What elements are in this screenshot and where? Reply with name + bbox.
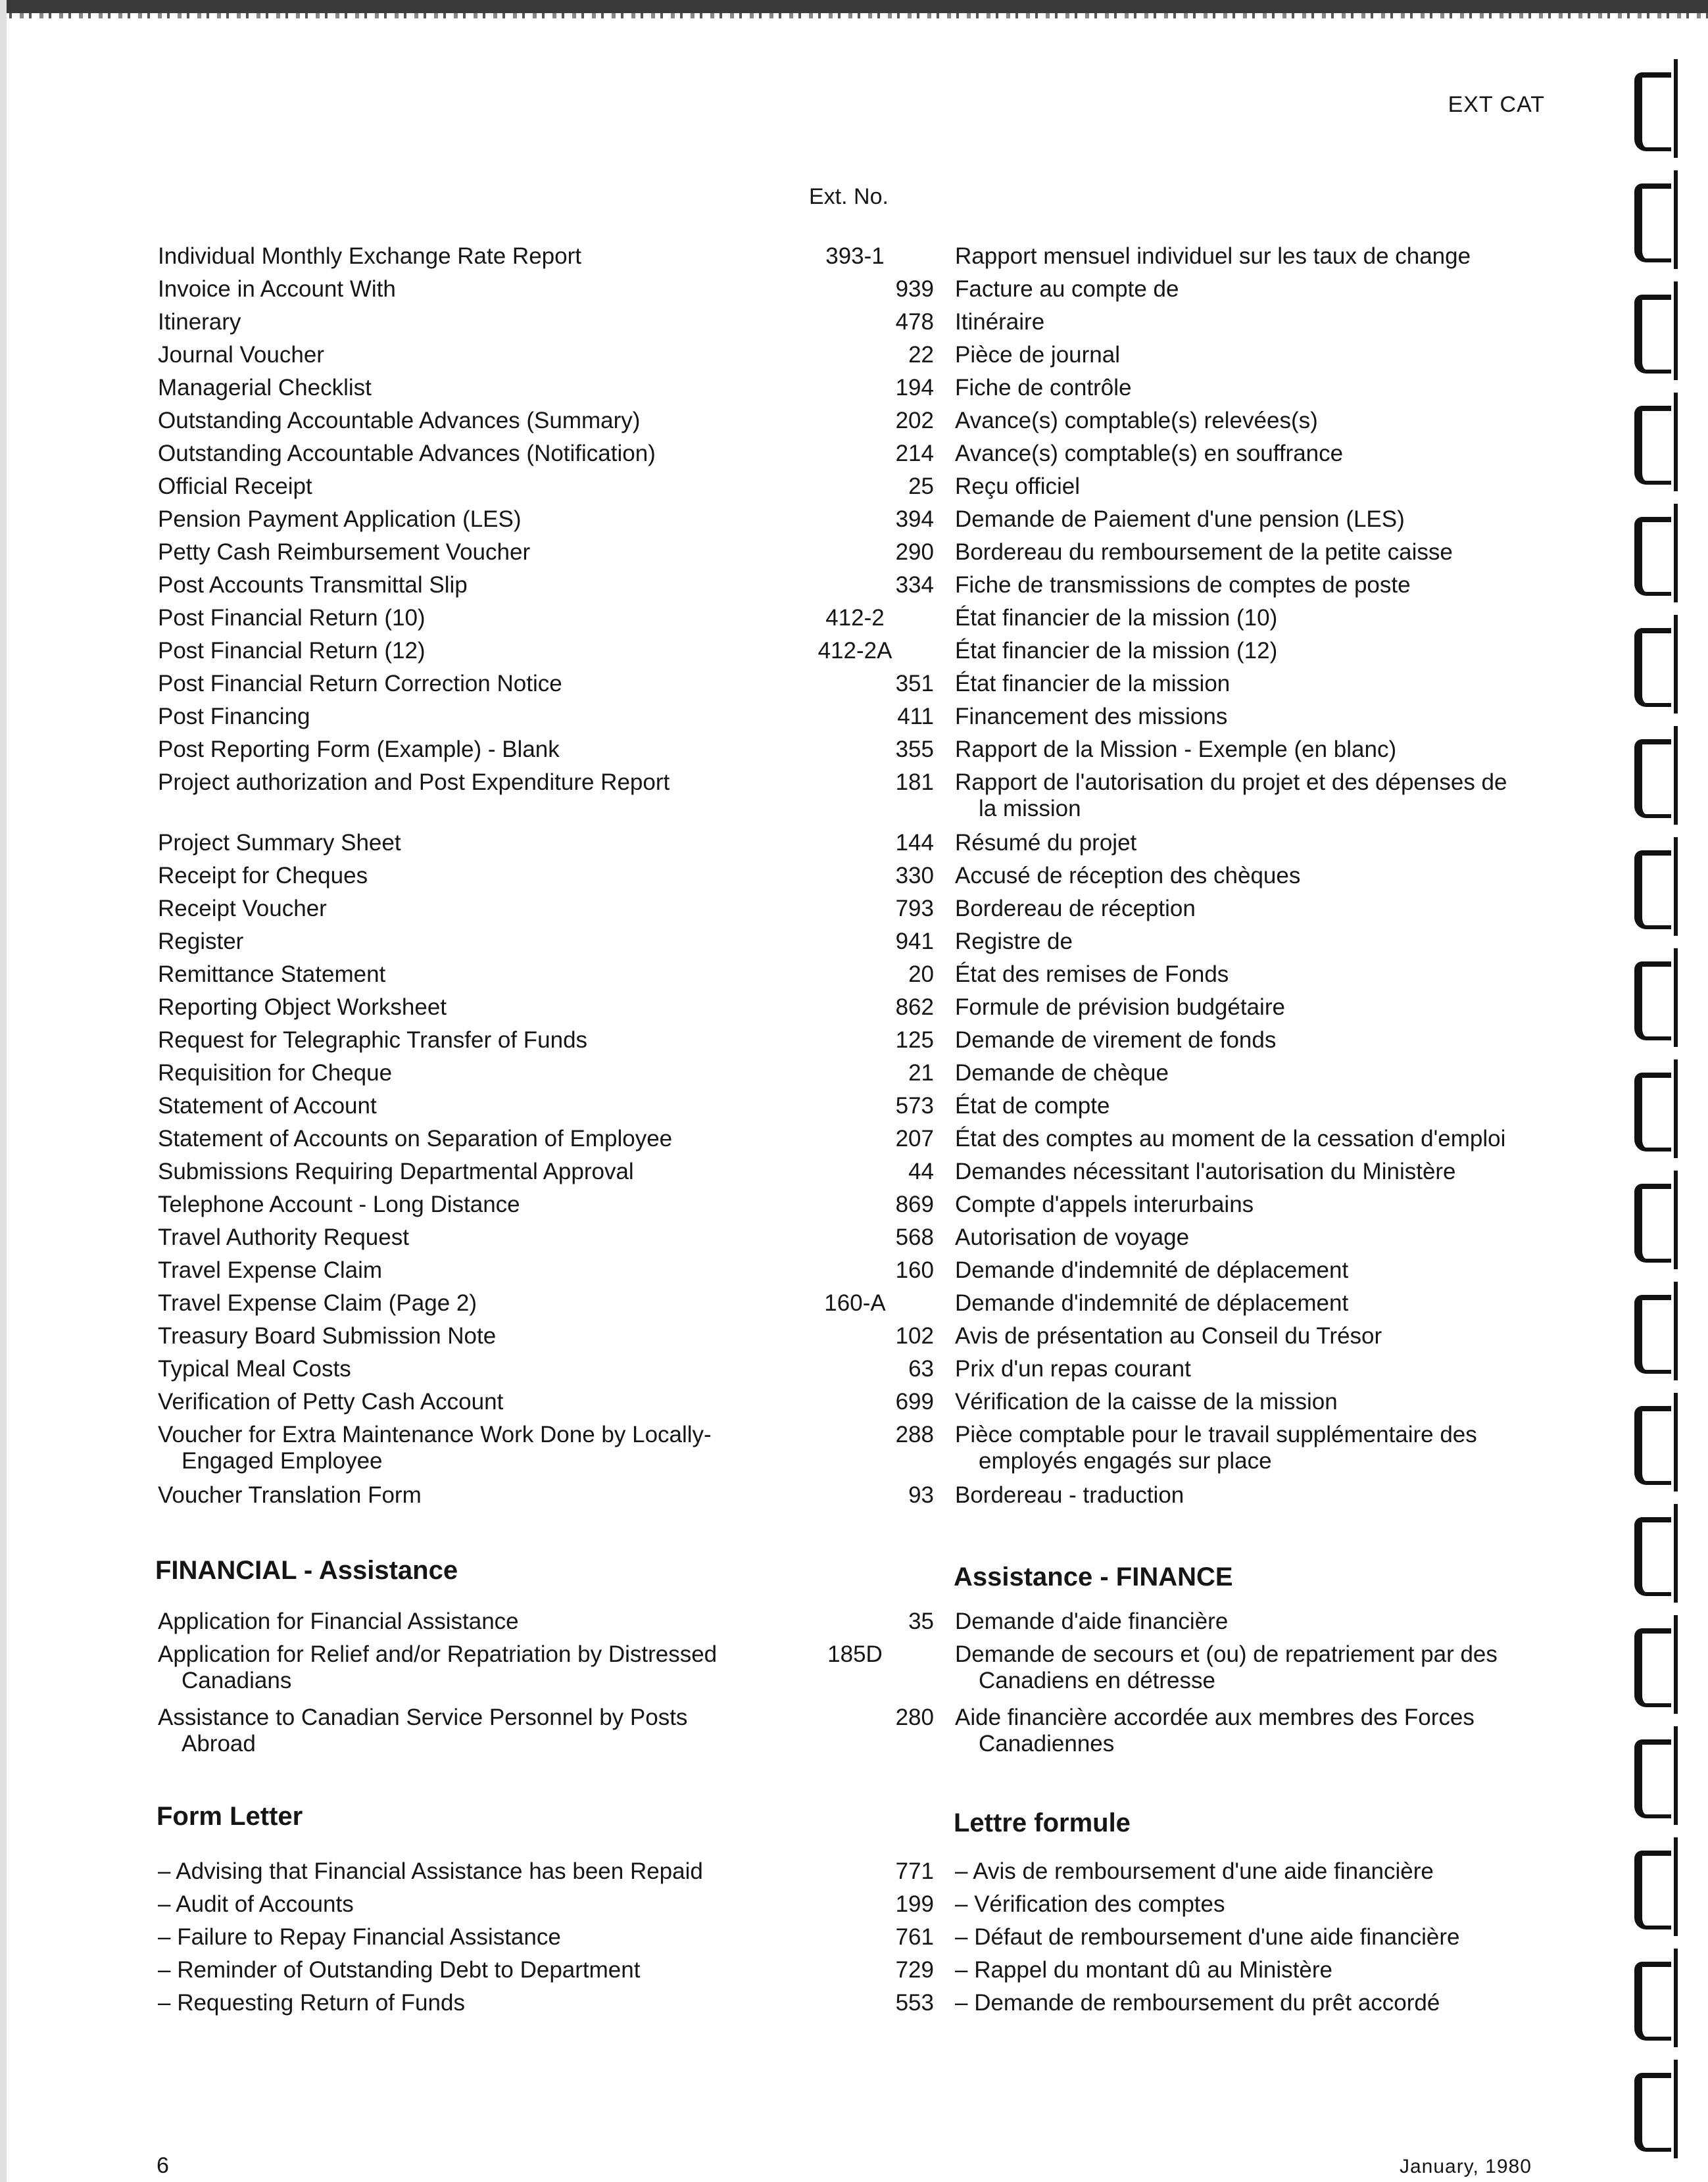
form-name-fr-text: Avance(s) comptable(s) relevées(s)	[955, 408, 1318, 433]
form-name-fr	[955, 243, 1547, 270]
form-name-en-text: – Reminder of Outstanding Debt to Department	[158, 1957, 641, 1983]
form-name-fr	[955, 769, 1547, 822]
ext-number: 20	[908, 961, 934, 987]
binding-ring	[1634, 406, 1674, 478]
form-name-fr-text: État financier de la mission	[955, 671, 1231, 696]
form-name-en-text: Reporting Object Worksheet	[158, 994, 447, 1020]
section-title-fr: Assistance - FINANCE	[954, 1563, 1233, 1591]
form-name-fr-text: Avis de présentation au Conseil du Trésor	[955, 1323, 1382, 1349]
form-name-en-text: Application for Relief and/or Repatriation by Distressed	[158, 1641, 718, 1667]
ext-number: 63	[908, 1356, 934, 1382]
form-name-en	[158, 1060, 750, 1086]
form-name-en-text: Statement of Accounts on Separation of Employee	[158, 1126, 673, 1152]
form-name-en-text: Outstanding Accountable Advances (Notification)	[158, 441, 656, 466]
form-name-fr-text: Rapport de la Mission - Exemple (en blanc)	[955, 737, 1397, 762]
ext-number: 44	[908, 1159, 934, 1184]
spiral-binding	[1628, 26, 1708, 2177]
ext-number: 185D	[827, 1641, 883, 1667]
form-name-fr-text: Prix d'un repas courant	[955, 1356, 1191, 1382]
form-name-fr-text: Aide financière accordée aux membres des Forces	[955, 1705, 1475, 1730]
form-name-fr	[955, 638, 1547, 664]
binding-ring	[1634, 295, 1674, 367]
form-name-fr	[955, 342, 1547, 368]
form-name-fr	[955, 863, 1547, 889]
form-name-fr-text: État des comptes au moment de la cessation d'emploi	[955, 1126, 1506, 1152]
form-letter-title-en: Form Letter	[157, 1802, 303, 1831]
scan-top-edge	[0, 0, 1708, 13]
ext-number: 771	[895, 1858, 934, 1884]
binding-ring	[1634, 1295, 1674, 1367]
form-name-en	[158, 1159, 750, 1185]
ext-number: 412-2A	[817, 638, 892, 664]
ext-number: 214	[895, 441, 934, 466]
ext-number: 160-A	[824, 1290, 886, 1316]
ext-number: 761	[895, 1924, 934, 1950]
form-name-en	[158, 1705, 750, 1757]
form-name-fr	[955, 671, 1547, 697]
form-name-en-text: – Requesting Return of Funds	[158, 1990, 465, 2016]
form-name-fr	[955, 961, 1547, 988]
form-name-en	[158, 704, 750, 730]
form-name-fr	[955, 375, 1547, 401]
form-name-fr	[955, 1290, 1547, 1317]
form-name-en-text: Receipt for Cheques	[158, 863, 368, 888]
ext-number: 412-2	[825, 605, 885, 631]
form-name-fr-text: Avance(s) comptable(s) en souffrance	[955, 441, 1344, 466]
form-name-en-text: Post Financial Return (12)	[158, 638, 426, 664]
form-letter-title-fr: Lettre formule	[954, 1808, 1131, 1837]
form-name-fr	[955, 572, 1547, 598]
form-name-en-text: Post Reporting Form (Example) - Blank	[158, 737, 560, 762]
form-name-en	[158, 1224, 750, 1251]
form-name-en	[158, 1257, 750, 1284]
form-name-fr	[955, 539, 1547, 566]
form-name-en	[158, 342, 750, 368]
form-name-en-text: Remittance Statement	[158, 961, 386, 987]
form-name-fr	[955, 1609, 1547, 1635]
ext-number: 207	[895, 1126, 934, 1152]
form-name-fr	[955, 1192, 1547, 1218]
form-name-en	[158, 408, 750, 434]
form-name-en-text: Travel Expense Claim (Page 2)	[158, 1290, 477, 1316]
scan-top-edge-noise	[0, 13, 1708, 18]
form-name-fr	[955, 605, 1547, 631]
form-name-fr-text: Demande de chèque	[955, 1060, 1169, 1086]
form-name-fr	[955, 1060, 1547, 1086]
form-name-en-text: Telephone Account - Long Distance	[158, 1192, 520, 1217]
ext-number: 93	[908, 1482, 934, 1508]
form-name-en	[158, 1422, 750, 1474]
form-name-en	[158, 830, 750, 856]
form-name-fr-continuation: employés engagés sur place	[979, 1448, 1272, 1474]
ext-number: 939	[895, 276, 934, 302]
form-name-fr-text: Rapport de l'autorisation du projet et des dépenses de	[955, 769, 1507, 795]
form-name-en	[158, 994, 750, 1021]
ext-number: 290	[895, 539, 934, 565]
form-name-fr	[955, 830, 1547, 856]
form-name-fr-text: État de compte	[955, 1093, 1110, 1119]
form-name-en	[158, 473, 750, 500]
form-name-en	[158, 375, 750, 401]
form-name-en-continuation: Engaged Employee	[182, 1448, 383, 1474]
form-name-fr	[955, 1356, 1547, 1382]
form-name-fr	[955, 1858, 1547, 1885]
binding-ring	[1634, 1406, 1674, 1478]
form-name-en	[158, 1027, 750, 1054]
form-name-fr-text: – Défaut de remboursement d'une aide financière	[955, 1924, 1460, 1950]
form-name-en-text: Official Receipt	[158, 473, 312, 499]
form-name-en	[158, 671, 750, 697]
form-name-en	[158, 309, 750, 335]
form-name-en-text: Verification of Petty Cash Account	[158, 1389, 504, 1415]
binding-ring	[1634, 1628, 1674, 1701]
form-name-en-text: Travel Authority Request	[158, 1224, 409, 1250]
form-name-fr	[955, 704, 1547, 730]
form-name-en-text: Typical Meal Costs	[158, 1356, 351, 1382]
form-name-en	[158, 243, 750, 270]
form-name-en-text: Request for Telegraphic Transfer of Funds	[158, 1027, 588, 1053]
ext-number: 411	[897, 704, 934, 729]
binding-ring	[1634, 2073, 1674, 2145]
form-name-fr	[955, 1641, 1547, 1694]
binding-ring	[1634, 1073, 1674, 1145]
binding-ring	[1634, 1517, 1674, 1589]
form-name-en	[158, 769, 750, 796]
scan-left-edge	[0, 0, 7, 2182]
binding-ring	[1634, 183, 1674, 256]
form-name-fr-text: Bordereau - traduction	[955, 1482, 1184, 1508]
form-name-fr-text: Autorisation de voyage	[955, 1224, 1190, 1250]
form-name-fr-text: Vérification de la caisse de la mission	[955, 1389, 1338, 1415]
form-name-fr-text: Accusé de réception des chèques	[955, 863, 1301, 888]
form-name-fr-text: Fiche de contrôle	[955, 375, 1132, 400]
form-name-fr	[955, 1957, 1547, 1983]
form-name-fr-text: Résumé du projet	[955, 830, 1137, 856]
ext-number: 102	[895, 1323, 934, 1349]
form-name-en	[158, 1891, 750, 1918]
ext-number: 351	[895, 671, 934, 696]
form-name-en	[158, 863, 750, 889]
form-name-fr	[955, 1224, 1547, 1251]
form-name-en	[158, 1290, 750, 1317]
form-name-fr-text: État financier de la mission (10)	[955, 605, 1278, 631]
binding-ring	[1634, 1739, 1674, 1812]
binding-ring	[1634, 961, 1674, 1034]
form-name-en-text: Individual Monthly Exchange Rate Report	[158, 243, 581, 269]
ext-number: 280	[895, 1705, 934, 1730]
form-name-en-text: – Audit of Accounts	[158, 1891, 354, 1917]
form-name-en	[158, 737, 750, 763]
ext-number: 393-1	[825, 243, 885, 269]
form-name-fr	[955, 1093, 1547, 1119]
binding-ring	[1634, 628, 1674, 700]
ext-number: 729	[895, 1957, 934, 1983]
form-name-en-text: Travel Expense Claim	[158, 1257, 383, 1283]
form-name-en-text: Project Summary Sheet	[158, 830, 401, 856]
form-name-fr	[955, 1924, 1547, 1951]
form-name-fr-text: Rapport mensuel individuel sur les taux de change	[955, 243, 1471, 269]
ext-number: 288	[895, 1422, 934, 1447]
form-name-en	[158, 276, 750, 303]
ext-number: 199	[895, 1891, 934, 1917]
form-name-en-text: Post Financing	[158, 704, 310, 729]
form-name-fr-text: Financement des missions	[955, 704, 1228, 729]
ext-no-column-header: Ext. No.	[809, 184, 889, 209]
form-name-fr-continuation: Canadiens en détresse	[979, 1668, 1215, 1693]
form-name-fr	[955, 737, 1547, 763]
form-name-en-continuation: Canadians	[182, 1668, 292, 1693]
ext-number: 941	[895, 929, 934, 954]
form-name-fr-continuation: la mission	[979, 796, 1081, 821]
publication-date: January, 1980	[1400, 2156, 1532, 2177]
form-name-en	[158, 1389, 750, 1415]
form-name-fr-text: Pièce comptable pour le travail supplémentaire des	[955, 1422, 1477, 1447]
ext-number: 22	[908, 342, 934, 368]
form-name-fr-text: Demande d'aide financière	[955, 1609, 1229, 1634]
form-name-en	[158, 929, 750, 955]
form-name-fr-continuation: Canadiennes	[979, 1731, 1115, 1757]
form-name-en	[158, 1126, 750, 1152]
form-name-en-text: Post Financial Return (10)	[158, 605, 426, 631]
ext-number: 394	[895, 506, 934, 532]
form-name-en-text: Project authorization and Post Expenditure Report	[158, 769, 670, 795]
form-name-fr-text: Formule de prévision budgétaire	[955, 994, 1285, 1020]
form-name-fr	[955, 1323, 1547, 1349]
form-name-en	[158, 1192, 750, 1218]
ext-number: 144	[895, 830, 934, 856]
ext-number: 862	[895, 994, 934, 1020]
form-name-en	[158, 1356, 750, 1382]
form-name-fr-text: État financier de la mission (12)	[955, 638, 1278, 664]
form-name-en	[158, 1093, 750, 1119]
form-name-fr	[955, 1389, 1547, 1415]
binding-ring	[1634, 72, 1674, 145]
form-name-fr	[955, 1027, 1547, 1054]
ext-number: 568	[895, 1224, 934, 1250]
form-name-fr-text: Demande de virement de fonds	[955, 1027, 1277, 1053]
binding-ring	[1634, 850, 1674, 923]
ext-number: 125	[895, 1027, 934, 1053]
ext-number: 181	[895, 769, 934, 795]
form-name-en-text: Voucher for Extra Maintenance Work Done by Locally-	[158, 1422, 712, 1447]
form-name-fr-text: Pièce de journal	[955, 342, 1120, 368]
ext-number: 355	[895, 737, 934, 762]
form-name-en	[158, 1990, 750, 2016]
form-name-fr-text: Bordereau de réception	[955, 896, 1196, 921]
form-name-fr-text: – Avis de remboursement d'une aide financière	[955, 1858, 1434, 1884]
form-name-fr	[955, 1990, 1547, 2016]
form-name-en-text: Journal Voucher	[158, 342, 324, 368]
form-name-fr	[955, 994, 1547, 1021]
ext-number: 573	[895, 1093, 934, 1119]
form-name-fr-text: Demande d'indemnité de déplacement	[955, 1257, 1349, 1283]
form-name-fr-text: – Demande de remboursement du prêt accordé	[955, 1990, 1440, 2016]
form-name-en-text: Pension Payment Application (LES)	[158, 506, 522, 532]
form-name-fr	[955, 896, 1547, 922]
form-name-en	[158, 1858, 750, 1885]
form-name-fr	[955, 1891, 1547, 1918]
form-name-en	[158, 961, 750, 988]
form-name-en-text: Treasury Board Submission Note	[158, 1323, 497, 1349]
form-name-en	[158, 1641, 750, 1694]
form-name-fr-text: – Vérification des comptes	[955, 1891, 1225, 1917]
binding-ring	[1634, 1962, 1674, 2034]
form-name-fr	[955, 1705, 1547, 1757]
form-name-fr-text: Demandes nécessitant l'autorisation du Ministère	[955, 1159, 1456, 1184]
ext-number: 553	[895, 1990, 934, 2016]
form-name-fr	[955, 473, 1547, 500]
form-name-en	[158, 441, 750, 467]
form-name-en-text: Voucher Translation Form	[158, 1482, 422, 1508]
form-name-fr	[955, 276, 1547, 303]
form-name-en-text: Managerial Checklist	[158, 375, 372, 400]
form-name-fr	[955, 441, 1547, 467]
binding-ring	[1634, 1184, 1674, 1256]
form-name-en-text: Outstanding Accountable Advances (Summary)	[158, 408, 641, 433]
form-name-en	[158, 1924, 750, 1951]
form-name-fr-text: Itinéraire	[955, 309, 1045, 335]
form-name-fr-text: État des remises de Fonds	[955, 961, 1229, 987]
ext-number: 478	[895, 309, 934, 335]
form-name-en-text: Receipt Voucher	[158, 896, 327, 921]
form-name-en	[158, 638, 750, 664]
form-name-en-text: Requisition for Cheque	[158, 1060, 393, 1086]
form-name-fr-text: Bordereau du remboursement de la petite caisse	[955, 539, 1453, 565]
ext-number: 330	[895, 863, 934, 888]
form-name-en-text: – Failure to Repay Financial Assistance	[158, 1924, 561, 1950]
form-name-fr	[955, 309, 1547, 335]
ext-number: 21	[908, 1060, 934, 1086]
form-name-en-text: Assistance to Canadian Service Personnel by Posts	[158, 1705, 688, 1730]
form-name-en-text: Submissions Requiring Departmental Approval	[158, 1159, 634, 1184]
form-name-fr-text: Registre de	[955, 929, 1073, 954]
form-name-fr-text: Fiche de transmissions de comptes de poste	[955, 572, 1411, 598]
form-name-en-text: Invoice in Account With	[158, 276, 396, 302]
form-name-fr	[955, 1422, 1547, 1474]
binding-ring	[1634, 1851, 1674, 1923]
form-name-fr	[955, 1126, 1547, 1152]
ext-number: 35	[908, 1609, 934, 1634]
form-name-en-text: Itinerary	[158, 309, 241, 335]
form-name-en-text: Post Financial Return Correction Notice	[158, 671, 562, 696]
ext-number: 202	[895, 408, 934, 433]
form-name-en-continuation: Abroad	[182, 1731, 256, 1757]
form-name-en	[158, 539, 750, 566]
ext-number: 869	[895, 1192, 934, 1217]
ext-number: 699	[895, 1389, 934, 1415]
ext-number: 194	[895, 375, 934, 400]
form-name-en	[158, 605, 750, 631]
form-name-fr	[955, 1159, 1547, 1185]
form-name-fr	[955, 1257, 1547, 1284]
form-name-en-text: Register	[158, 929, 244, 954]
catalog-code: EXT CAT	[1448, 92, 1545, 117]
form-name-fr-text: – Rappel du montant dû au Ministère	[955, 1957, 1332, 1983]
form-name-fr-text: Demande d'indemnité de déplacement	[955, 1290, 1349, 1316]
ext-number: 793	[895, 896, 934, 921]
form-name-en	[158, 1323, 750, 1349]
ext-number: 25	[908, 473, 934, 499]
section-title-en: FINANCIAL - Assistance	[155, 1556, 458, 1585]
form-name-fr	[955, 1482, 1547, 1509]
ext-number: 334	[895, 572, 934, 598]
form-name-fr	[955, 408, 1547, 434]
form-name-fr-text: Demande de Paiement d'une pension (LES)	[955, 506, 1405, 532]
form-name-en-text: Application for Financial Assistance	[158, 1609, 519, 1634]
form-name-fr	[955, 506, 1547, 533]
form-name-en-text: Petty Cash Reimbursement Voucher	[158, 539, 531, 565]
form-name-en	[158, 1957, 750, 1983]
form-name-en-text: Post Accounts Transmittal Slip	[158, 572, 468, 598]
form-name-fr	[955, 929, 1547, 955]
binding-ring	[1634, 517, 1674, 589]
form-name-en-text: – Advising that Financial Assistance has been Repaid	[158, 1858, 703, 1884]
form-name-fr-text: Compte d'appels interurbains	[955, 1192, 1254, 1217]
binding-ring	[1634, 739, 1674, 812]
form-name-fr-text: Demande de secours et (ou) de repatriement par des	[955, 1641, 1498, 1667]
page-number: 6	[157, 2153, 169, 2178]
form-name-en	[158, 506, 750, 533]
form-name-en	[158, 1482, 750, 1509]
form-name-en-text: Statement of Account	[158, 1093, 377, 1119]
ext-number: 160	[895, 1257, 934, 1283]
form-name-fr-text: Facture au compte de	[955, 276, 1179, 302]
form-name-fr-text: Reçu officiel	[955, 473, 1081, 499]
form-name-en	[158, 896, 750, 922]
form-name-en	[158, 572, 750, 598]
form-name-en	[158, 1609, 750, 1635]
